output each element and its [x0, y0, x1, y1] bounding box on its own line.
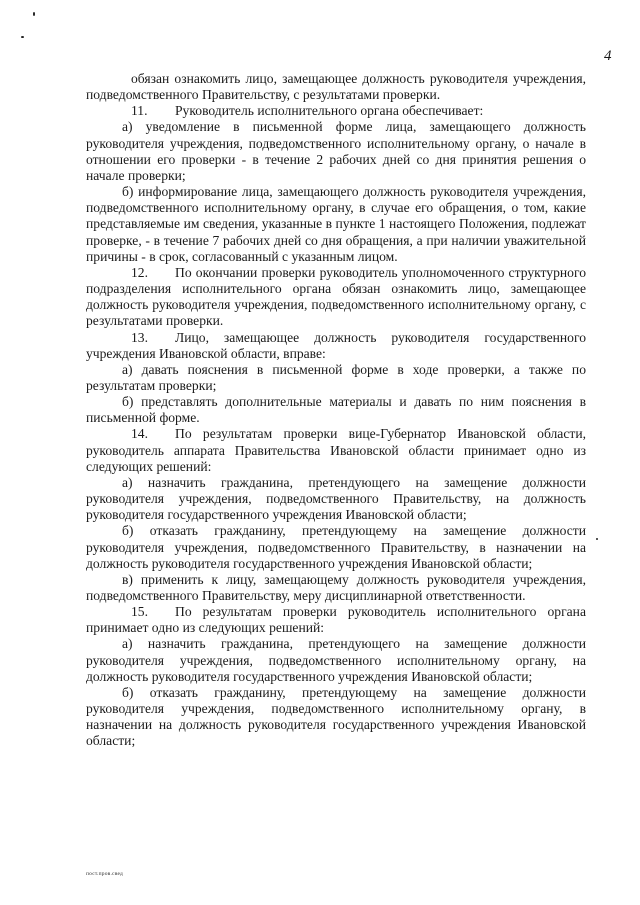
clause-13-item-a: а) давать пояснения в письменной форме в ходе проверки, а также по результатам проверки; — [86, 361, 586, 393]
clause-13: 13. Лицо, замещающее должность руководителя государственного учреждения Ивановской области, вправе: — [86, 329, 586, 361]
page-number: 4 — [604, 48, 612, 64]
scan-speck — [33, 12, 35, 16]
paragraph-continuation: обязан ознакомить лицо, замещающее должность руководителя учреждения, подведомственного Правительству, с результатами проверки. — [86, 71, 586, 103]
clause-number: 14. — [131, 426, 148, 442]
clause-15-item-b: б) отказать гражданину, претендующему на замещение должности руководителя учреждения, подведомственного исполнительному органу, в назначении на должность руководителя государственного учреждения Ивановской области; — [86, 684, 586, 749]
clause-number: 12. — [131, 264, 148, 280]
clause-14-item-b: б) отказать гражданину, претендующему на замещение должности руководителя учреждения, подведомственного Правительству, в назначении на должность руководителя государственного учреждения Ивановской области; — [86, 523, 586, 571]
clause-number: 13. — [131, 329, 148, 345]
document-body — [86, 71, 586, 750]
clause-11: 11. Руководитель исполнительного органа обеспечивает: — [131, 103, 484, 119]
clause-15-item-a: а) назначить гражданина, претендующего на замещение должности руководителя учреждения, подведомственного исполнительному органу, на должность руководителя государственного учреждения Ивановской области; — [86, 636, 586, 684]
clause-15: 15. По результатам проверки руководитель исполнительного органа принимает одно из следующих решений: — [86, 604, 586, 636]
clause-13-item-b: б) представлять дополнительные материалы и давать по ним пояснения в письменной форме. — [86, 394, 586, 426]
clause-14-item-c: в) применить к лицу, замещающему должность руководителя учреждения, подведомственного Правительству, меру дисциплинарной ответственности. — [86, 571, 586, 603]
footer-filename: пост.пров.свед — [86, 871, 124, 877]
clause-14: 14. По результатам проверки вице-Губернатор Ивановской области, руководитель аппарата Правительства Ивановской области принимает одно из следующих решений: — [86, 426, 586, 474]
clause-11-item-b: б) информирование лица, замещающего должность руководителя учреждения, подведомственного исполнительному органу, в случае его обращения, о том, какие представляемые им сведения, указанные в пункте 1 настоящего Положения, подлежат проверке, - в течение 7 рабочих дней со дня обращения, а при наличии уважительной причины - в срок, согласованный с указанным лицом. — [86, 184, 586, 264]
clause-14-item-a: а) назначить гражданина, претендующего на замещение должности руководителя учреждения, подведомственного Правительству, на должность руководителя государственного учреждения Ивановской области; — [86, 474, 586, 523]
scan-speck — [21, 36, 24, 38]
clause-number: 11. — [131, 103, 148, 119]
scan-speck — [596, 538, 598, 540]
clause-number: 15. — [131, 604, 148, 620]
clause-12: 12. По окончании проверки руководитель уполномоченного структурного подразделения исполнительного органа обязан ознакомить лицо, замещающее должность руководителя учреждения, подведомственного исполнительному органу, с результатами проверки. — [86, 264, 586, 329]
clause-11-item-a: а) уведомление в письменной форме лица, замещающего должность руководителя учреждения, подведомственного исполнительному органу, о начале в отношении его проверки - в течение 2 рабочих дней со дня принятия решения о начале проверки; — [86, 119, 586, 183]
